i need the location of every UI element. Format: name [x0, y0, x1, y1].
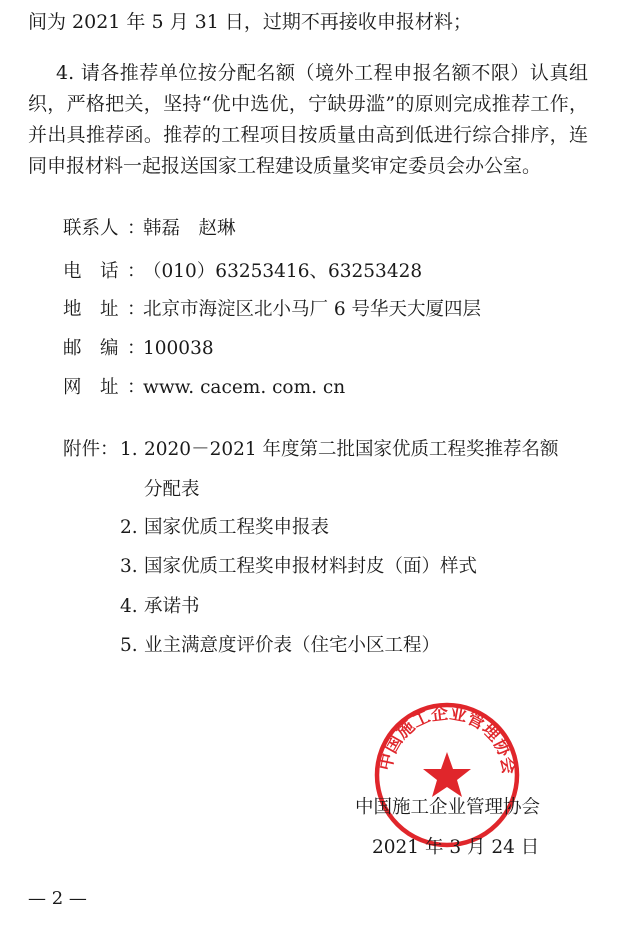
seal-star-icon: [423, 752, 471, 797]
contact-postcode-value: 100038: [143, 338, 214, 359]
attachment-num: 4.: [120, 596, 138, 617]
seal-text-path: 中国施工企业管理协会: [375, 703, 519, 776]
contact-person-label: 联系人: [63, 218, 119, 239]
page-number: — 2 —: [28, 888, 87, 909]
attachment-num: 1.: [120, 439, 138, 460]
attachment-text: 国家优质工程奖申报材料封皮（面）样式: [144, 556, 478, 577]
attachment-num: 5.: [120, 635, 138, 656]
paragraph-4-text: 4. 请各推荐单位按分配名额（境外工程申报名额不限）认真组织，严格把关，坚持“优中选优，宁缺毋滥”的原则完成推荐工作，并出具推荐函。推荐的工程项目按质量由高到低进行综合排序，连同申报材料一起报送国家工程建设质量奖审定委员会办公室。: [28, 62, 588, 177]
attachment-item-1-continuation: 分配表: [144, 479, 200, 500]
body-line-continuation: 间为 2021 年 5 月 31 日，过期不再接收申报材料；: [28, 11, 472, 33]
attachment-text: 国家优质工程奖申报表: [144, 517, 330, 538]
attachment-item-5: [120, 634, 440, 658]
contact-address-value: 北京市海淀区北小马厂 6 号华天大厦四层: [143, 299, 482, 320]
contact-address: 地 址 ：北京市海淀区北小马厂 6 号华天大厦四层: [63, 299, 482, 320]
contact-postcode-label: 邮 编: [63, 338, 119, 359]
contact-phone: 电 话 ：（010）63253416、63253428: [63, 261, 423, 282]
body-paragraph-4: [28, 58, 588, 182]
attachments-label: 附件：: [63, 439, 119, 460]
attachment-item-3: [120, 555, 477, 579]
signature-org: 中国施工企业管理协会: [355, 797, 541, 818]
contact-website: 网 址 ：www. cacem. com. cn: [63, 377, 346, 398]
contact-person-value: 韩磊 赵琳: [143, 218, 236, 239]
contact-person: 联系人 ：韩磊 赵琳: [63, 218, 236, 239]
contact-address-label: 地 址: [63, 299, 119, 320]
contact-postcode: 邮 编 ：100038: [63, 338, 214, 359]
contact-phone-label: 电 话: [63, 261, 119, 282]
contact-website-value: www. cacem. com. cn: [143, 377, 346, 398]
contact-website-label: 网 址: [63, 377, 119, 398]
official-seal: [372, 700, 522, 850]
attachment-item-1: [120, 438, 559, 462]
attachment-item-2: [120, 516, 329, 540]
attachment-text: 承诺书: [144, 596, 200, 617]
contact-phone-value: （010）63253416、63253428: [143, 261, 423, 282]
attachment-text: 2020－2021 年度第二批国家优质工程奖推荐名额: [144, 439, 559, 460]
attachment-num: 3.: [120, 556, 138, 577]
signature-date: 2021 年 3 月 24 日: [372, 837, 540, 858]
attachment-text: 业主满意度评价表（住宅小区工程）: [144, 635, 441, 656]
attachment-item-4: [120, 595, 200, 619]
attachment-num: 2.: [120, 517, 138, 538]
